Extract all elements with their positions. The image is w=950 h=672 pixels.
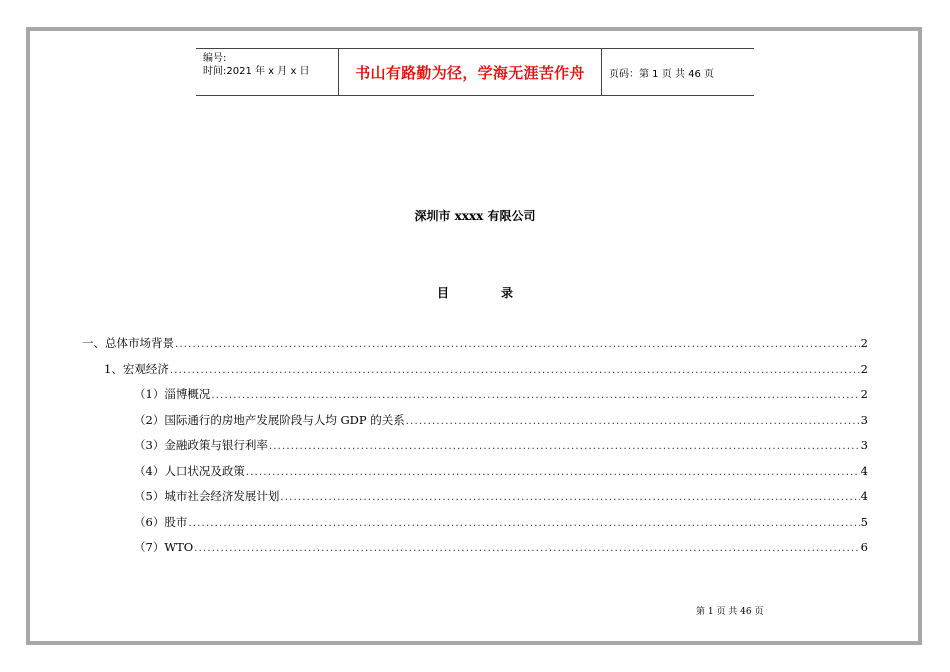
toc-entry[interactable] (82, 412, 868, 438)
toc-leader (269, 441, 860, 452)
toc-leader (194, 543, 859, 554)
toc-entry[interactable] (82, 488, 868, 514)
toc-entry[interactable] (82, 386, 868, 412)
number-label: 编号: (203, 53, 227, 64)
toc-entry-text: （2）国际通行的房地产发展阶段与人均 GDP 的关系 (134, 412, 405, 427)
header-page-code: 页码：第 1 页 共 46 页 (609, 68, 714, 80)
time-label: 时间:2021 年 x 月 x 日 (203, 66, 310, 77)
toc-title-char-1: 目 (436, 286, 449, 300)
company-name: 深圳市 xxxx 有限公司 (414, 209, 536, 223)
toc-entry-text: 一、总体市场背景 (82, 336, 174, 350)
toc-entry-page: 5 (860, 514, 868, 529)
toc-entry[interactable] (82, 437, 868, 463)
toc-entry-page: 3 (860, 412, 868, 427)
page-header (196, 48, 754, 96)
toc-leader (170, 365, 860, 376)
toc-title (0, 284, 950, 301)
toc-entry-page: 2 (860, 361, 868, 376)
toc-leader (280, 492, 859, 503)
toc-entry-page: 3 (860, 438, 868, 452)
toc-title-char-2: 录 (501, 286, 514, 300)
toc-entry-text: （4）人口状况及政策 (134, 463, 245, 478)
toc-entry-page: 6 (860, 540, 868, 554)
toc-entry[interactable] (82, 463, 868, 489)
toc-entry[interactable] (82, 361, 868, 387)
table-of-contents (82, 335, 868, 565)
toc-entry-text: （6）股市 (134, 514, 188, 529)
toc-entry-page: 4 (860, 489, 868, 503)
toc-entry-page: 4 (860, 463, 868, 478)
toc-entry[interactable] (82, 514, 868, 540)
toc-entry[interactable] (82, 539, 868, 565)
toc-leader (211, 390, 859, 401)
toc-leader (246, 467, 860, 478)
toc-entry-page: 2 (860, 336, 868, 350)
toc-leader (175, 339, 860, 350)
toc-leader (406, 416, 860, 427)
toc-entry-text: 1、宏观经济 (104, 361, 169, 376)
header-meta (196, 49, 338, 95)
toc-entry-page: 2 (860, 387, 868, 401)
toc-entry-text: （7）WTO (134, 540, 194, 554)
toc-entry-text: （3）金融政策与银行利率 (134, 438, 268, 452)
page-footer: 第 1 页 共 46 页 (696, 607, 764, 617)
header-motto: 书山有路勤为径，学海无涯苦作舟 (338, 49, 602, 95)
toc-entry-text: （5）城市社会经济发展计划 (134, 489, 280, 503)
toc-leader (188, 518, 859, 529)
toc-entry[interactable] (82, 335, 868, 361)
toc-entry-text: （1）淄博概况 (134, 387, 211, 401)
